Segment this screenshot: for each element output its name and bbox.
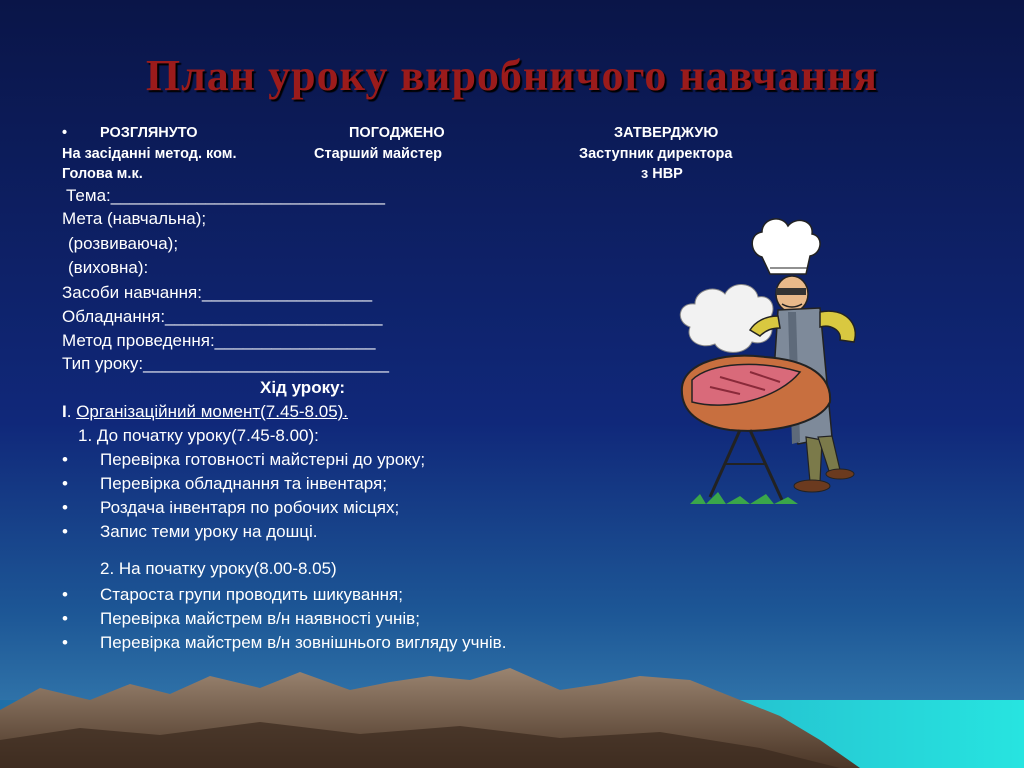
org-dot: . <box>66 402 72 421</box>
slide-title: План уроку виробничого навчання <box>145 51 879 100</box>
lesson-type-field: Тип уроку:__________________________ <box>62 354 389 373</box>
reviewed-label: РОЗГЛЯНУТО <box>100 125 198 141</box>
method-field: Метод проведення:_________________ <box>62 331 376 350</box>
list-bullet: • <box>62 609 68 628</box>
list-bullet: • <box>62 450 68 469</box>
goal-developing: (розвиваюча); <box>68 234 179 253</box>
list-item: • Роздача інвентаря по робочих місцях; <box>62 498 400 517</box>
goal-upbringing: (виховна): <box>68 258 149 277</box>
agreed-label: ПОГОДЖЕНО <box>349 125 445 141</box>
list-bullet: • <box>62 522 68 541</box>
approved-nvr: з НВР <box>641 166 683 182</box>
list-item: • Запис теми уроку на дошці. <box>62 522 318 541</box>
org-moment <box>62 400 348 423</box>
reviewed-committee: На засіданні метод. ком. <box>62 146 237 162</box>
part1-heading: 1. До початку уроку(7.45-8.00): <box>78 426 319 445</box>
means-field: Засоби навчання:__________________ <box>62 283 373 302</box>
list-item: • Перевірка готовності майстерні до уроку; <box>62 450 426 469</box>
approved-label: ЗАТВЕРДЖУЮ <box>614 125 719 141</box>
agreed-master: Старший майстер <box>314 146 443 162</box>
topic-field: Тема:_____________________________ <box>66 186 385 205</box>
chef-grill-illustration <box>670 212 900 512</box>
list-bullet: • <box>62 633 68 652</box>
list-bullet: • <box>62 474 68 493</box>
goal-educational: Мета (навчальна); <box>62 209 207 228</box>
org-title: Організаційний момент(7.45-8.05). <box>76 402 349 421</box>
list-bullet: • <box>62 585 68 604</box>
list-item: • Перевірка майстрем в/н наявності учнів; <box>62 609 420 628</box>
list-item: • Перевірка обладнання та інвентаря; <box>62 474 387 493</box>
list-bullet: • <box>62 498 68 517</box>
equipment-field: Обладнання:_______________________ <box>62 307 383 326</box>
approved-deputy: Заступник директора <box>579 146 733 162</box>
list-item: • Перевірка майстрем в/н зовнішнього вигляду учнів. <box>62 633 507 652</box>
reviewed-head: Голова м.к. <box>62 166 143 182</box>
approval-bullet: • <box>62 125 68 141</box>
list-item: • Староста групи проводить шикування; <box>62 585 403 604</box>
org-number: І <box>62 402 67 421</box>
part2-heading: 2. На початку уроку(8.00-8.05) <box>100 559 337 578</box>
lesson-progress-heading: Хід уроку: <box>260 378 345 397</box>
